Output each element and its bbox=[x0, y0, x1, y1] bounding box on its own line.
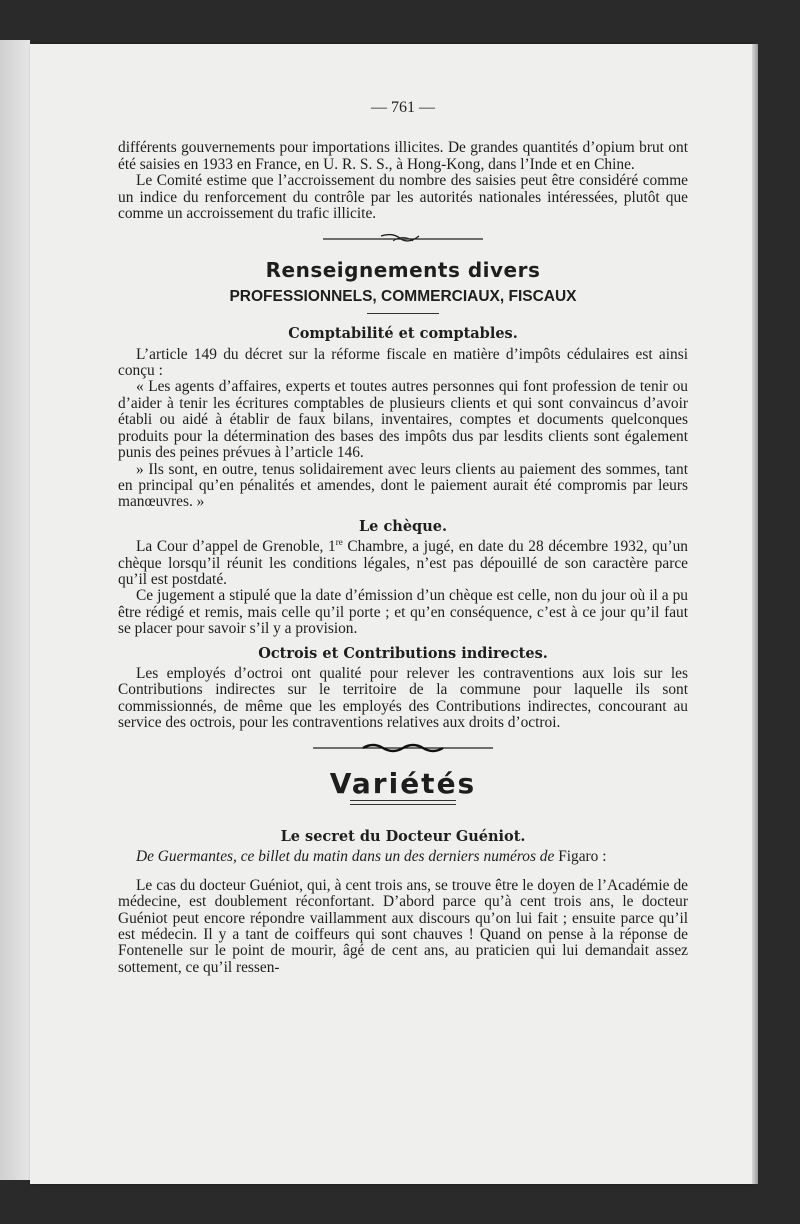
section-title-varietes: Variétés bbox=[329, 766, 477, 800]
article-paragraph: » Ils sont, en outre, tenus solidairement avec leurs clients au paiement des sommes, tant en principal qu’en pénalités et amendes, dont le paiement aurait été compromis par leurs manœuvres. » bbox=[118, 460, 688, 511]
article-heading-gueniot: Le secret du Docteur Guéniot. bbox=[280, 828, 526, 845]
opening-paragraph-2: Le Comité estime que l’accroissement du nombre des saisies peut être considéré comme un indice du renforcement du contrôle par les autorités nationales intéressées, plutôt que comme un accroissement du trafic illicite. bbox=[118, 172, 688, 223]
article-heading-comptabilite: Comptabilité et comptables. bbox=[288, 325, 518, 343]
section-subtitle: PROFESSIONNELS, COMMERCIAUX, FISCAUX bbox=[229, 287, 577, 305]
page-number: — 761 — bbox=[371, 99, 435, 116]
short-rule bbox=[367, 313, 439, 314]
text-run: : bbox=[598, 848, 607, 866]
article-paragraph: Les employés d’octroi ont qualité pour relever les contraventions aux lois sur les Contributions indirectes sur le territoire de la commune pour laquelle ils sont commissionnés, de même que les employés des Contributions indirectes, concourant au service des octrois, pour les contraventions relatives aux droits d’octroi. bbox=[118, 664, 688, 732]
article-paragraph: Ce jugement a stipulé que la date d’émission d’un chèque est celle, non du jour où il a pu être rédigé et remis, mais celle qu’il porte ; et qu’en conséquence, c’est à ce jour qu’il faut se placer pour savoir s’il y a provision. bbox=[118, 587, 688, 638]
page-content bbox=[118, 100, 688, 976]
text-run: La Cour d’appel de Grenoble, 1 bbox=[136, 538, 336, 556]
page-fore-edge bbox=[752, 44, 758, 1184]
article-paragraph bbox=[118, 539, 688, 588]
intro-line bbox=[118, 849, 688, 865]
publication-name: Figaro bbox=[558, 848, 599, 866]
ornament-divider-1 bbox=[118, 228, 688, 248]
text-run: Chambre, a jugé, en date du 28 décembre 1932, qu’un chèque lorsqu’il réunit les conditions légales, n’est pas dépouillé de son caractère parce qu’il est postdaté. bbox=[118, 538, 688, 588]
left-page-edge bbox=[0, 40, 30, 1180]
text-run: De Guermantes, ce billet du matin dans un des derniers numéros de bbox=[136, 848, 559, 866]
ordinal-superscript: re bbox=[335, 537, 343, 547]
ornament-flourish-icon bbox=[313, 738, 493, 758]
book-page bbox=[30, 44, 752, 1184]
ornament-swirl-icon bbox=[323, 228, 483, 248]
double-rule bbox=[350, 800, 456, 805]
article-heading-cheque: Le chèque. bbox=[358, 517, 448, 535]
ornament-divider-2 bbox=[118, 738, 688, 758]
article-paragraph: « Les agents d’affaires, experts et toutes autres personnes qui font profession de tenir ou d’aider à tenir les écritures comptables de plusieurs clients et qui sont convaincus d’avoir établi ou aidé à établir de faux bilans, inventaires, comptes et documents quelconques produits pour la détermination des bases des impôts dus par lesdits clients sont également punis des peines prévues à l’article 146. bbox=[118, 378, 688, 462]
article-paragraph: L’article 149 du décret sur la réforme fiscale en matière d’impôts cédulaires est ainsi conçu : bbox=[118, 345, 688, 380]
article-paragraph: Le cas du docteur Guéniot, qui, à cent trois ans, se trouve être le doyen de l’Académie de médecine, est doublement réconfortant. D’abord parce qu’à cent trois ans, le docteur Guéniot peut encore répondre vaillamment aux discours qu’on lui fait ; ensuite parce qu’il est médecin. Il y a tant de coiffeurs qui sont chauves ! Quand on pense à la réponse de Fontenelle sur le point de mourir, âgé de cent ans, au praticien qui lui demandait assez sottement, ce qu’il ressen- bbox=[118, 876, 688, 976]
article-heading-octrois: Octrois et Contributions indirectes. bbox=[258, 644, 548, 662]
section-title-renseignements: Renseignements divers bbox=[265, 258, 541, 283]
opening-paragraph-1: différents gouvernements pour importations illicites. De grandes quantités d’opium brut ont été saisies en 1933 en France, en U. R. S. S., à Hong-Kong, dans l’Inde et en Chine. bbox=[118, 139, 688, 173]
